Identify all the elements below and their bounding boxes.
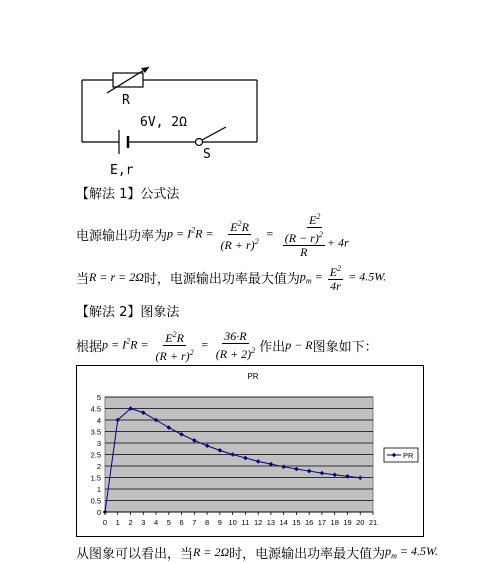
x-tick-label: 3 <box>141 518 146 527</box>
x-tick-label: 16 <box>305 518 314 527</box>
y-tick-label: 0 <box>96 508 101 517</box>
plot-area <box>91 393 378 527</box>
x-tick-label: 11 <box>241 518 250 527</box>
y-tick-label: 1.5 <box>90 473 101 483</box>
method2-formula-line: 根据 $p = I^2R$ = $\frac{E^2R}{(R + r)^2}$ = $\frac{36\cdot R}{(R + 2)^2}$ 作出 p − R 图象如下： <box>76 329 378 363</box>
battery-label: E,r <box>110 163 134 178</box>
x-tick-label: 15 <box>292 518 301 527</box>
method1-formula-line <box>76 210 353 259</box>
method1-conclusion: 当 R = r = 2Ω 时，电源输出功率最大值为 $p_m$ = $\frac{E^2}{4r}$ = 4.5W. <box>76 264 387 293</box>
y-tick-label: 1 <box>96 485 101 494</box>
x-tick-label: 9 <box>217 518 222 527</box>
x-tick-label: 17 <box>317 518 327 527</box>
x-tick-label: 20 <box>356 518 365 527</box>
switch-blade <box>202 127 226 140</box>
method1-formula: $p = I^2R$ = $\frac{E^2R}{(R + r)^2}$ = $E^2$ $\frac{(R - r)^2}{R}$ + 4r <box>167 212 349 259</box>
y-tick-label: 3 <box>96 439 101 448</box>
y-tick-label: 3.5 <box>90 427 101 437</box>
x-tick-label: 14 <box>279 518 288 527</box>
x-tick-label: 18 <box>330 518 339 527</box>
x-tick-label: 19 <box>343 518 352 527</box>
x-tick-label: 13 <box>266 518 276 527</box>
method2-heading: 【解法 2】图象法 <box>76 305 180 320</box>
x-tick-label: 1 <box>115 518 120 527</box>
method1-intro: 电源输出功率为 <box>76 229 168 244</box>
method1-max-formula: $p_m$ = $\frac{E^2}{4r}$ = 4.5W. <box>299 264 387 293</box>
method2-formula: $p = I^2R$ = $\frac{E^2R}{(R + r)^2}$ = $\frac{36\cdot R}{(R + 2)^2}$ <box>102 329 256 363</box>
resistor-label: R <box>122 93 130 108</box>
chart-legend <box>384 448 418 462</box>
method1-heading: 【解法 1】公式法 <box>76 187 180 202</box>
source-values: 6V, 2Ω <box>140 115 187 130</box>
chart-title: PR <box>247 372 259 381</box>
legend-label: PR <box>403 451 414 460</box>
rheostat-arrowhead <box>141 67 149 73</box>
x-tick-label: 2 <box>128 518 133 527</box>
x-tick-label: 4 <box>153 518 159 527</box>
y-tick-label: 0.5 <box>90 496 101 506</box>
x-tick-label: 12 <box>253 518 263 527</box>
pr-chart <box>76 365 424 537</box>
x-tick-label: 0 <box>102 518 108 527</box>
y-tick-label: 4 <box>96 416 101 425</box>
x-tick-label: 8 <box>205 518 210 527</box>
circuit-diagram <box>0 0 500 180</box>
y-tick-label: 2 <box>96 462 101 471</box>
x-tick-label: 5 <box>166 518 171 527</box>
x-tick-label: 6 <box>179 518 184 527</box>
switch-label: S <box>203 147 211 162</box>
x-tick-label: 7 <box>192 518 197 527</box>
x-tick-label: 21 <box>368 518 378 527</box>
final-max-formula: $p_m = 4.5W$. <box>385 544 438 561</box>
final-conclusion: 从图象可以看出，当 R = 2Ω 时，电源输出功率最大值为 $p_m = 4.5W$. <box>76 544 438 562</box>
x-tick-label: 10 <box>228 518 237 527</box>
y-tick-label: 2.5 <box>90 450 101 460</box>
switch-pivot <box>196 139 203 146</box>
y-tick-label: 5 <box>96 393 101 402</box>
y-tick-label: 4.5 <box>90 404 101 414</box>
